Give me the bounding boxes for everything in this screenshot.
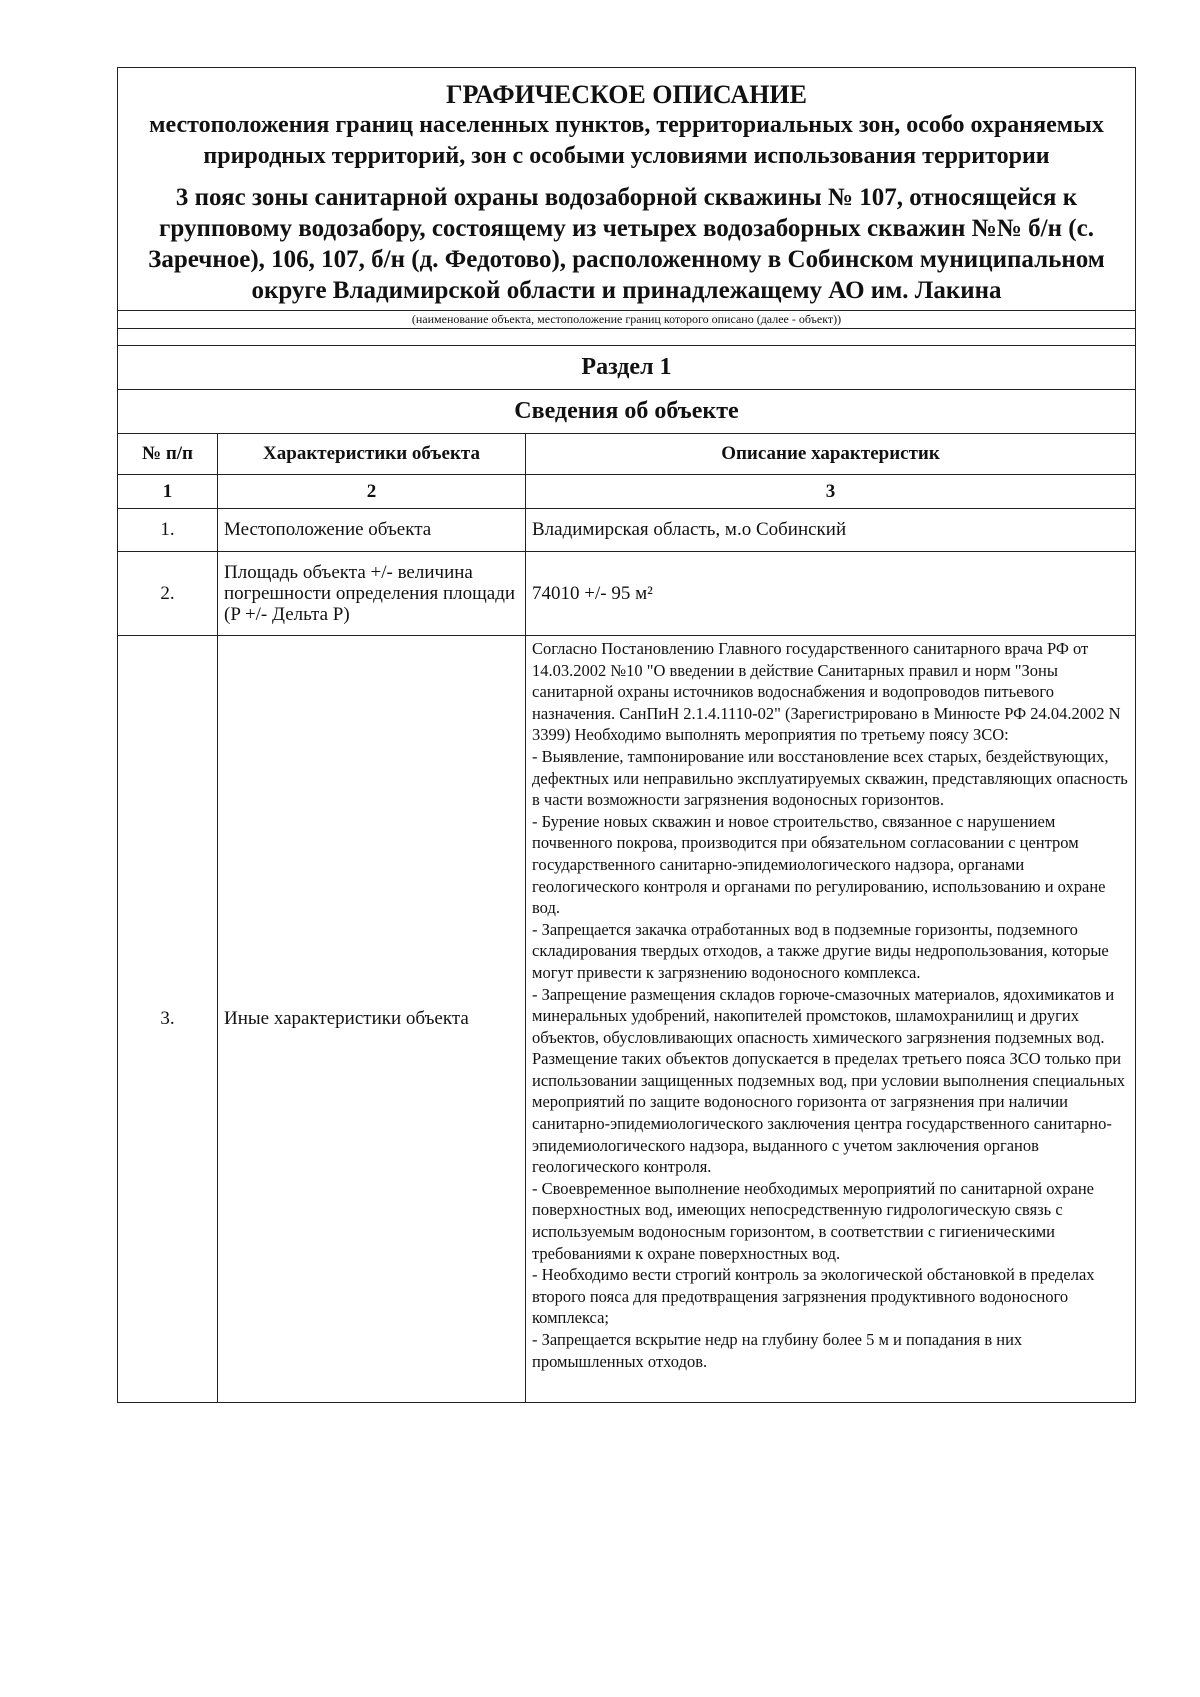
column-number-1: 1 <box>118 475 218 509</box>
object-name: 3 пояс зоны санитарной охраны водозаборной скважины № 107, относящейся к групповому водозабору, состоящему из четырех водозаборных скважин №№ б/н (с. Заречное), 106, 107, б/н (д. Федотово), расположенному в Собинском муниципальном округе Владимирской области и принадлежащему АО им. Лакина <box>148 184 1105 304</box>
object-info-table <box>118 433 1135 1402</box>
description-paragraph: - Запрещается закачка отработанных вод в подземные горизонты, подземного складирования твердых отходов, а также другие виды недропользования, которые могут привести к загрязнению водоносного комплекса. <box>532 919 1109 982</box>
description-paragraph: - Выявление, тампонирование или восстановление всех старых, бездействующих, дефектных или неправильно эксплуатируемых скважин, представляющих опасность в части возможности загрязнения водоносных горизонтов. <box>532 746 1128 810</box>
spacer-row <box>118 328 1135 345</box>
description-paragraph: - Запрещается вскрытие недр на глубину более 5 м и попадания в них промышленных отходов. <box>532 1330 1023 1371</box>
row-characteristic: Площадь объекта +/- величина погрешности определения площади (P +/- Дельта P) <box>218 552 526 636</box>
section-number: Раздел 1 <box>118 345 1135 389</box>
table-row <box>118 636 1135 1403</box>
table-row <box>118 509 1135 552</box>
description-paragraph: - Необходимо вести строгий контроль за экологической обстановкой в пределах второго пояса для предотвращения загрязнения продуктивного водоносного комплекса; <box>532 1265 1095 1328</box>
row-description: 74010 +/- 95 м² <box>526 552 1136 636</box>
table-row <box>118 552 1135 636</box>
document-header <box>118 68 1135 310</box>
document-title: ГРАФИЧЕСКОЕ ОПИСАНИЕ <box>446 80 807 109</box>
section-title: Сведения об объекте <box>118 389 1135 433</box>
row-number: 1. <box>118 509 218 552</box>
column-numbers-row <box>118 475 1135 509</box>
column-header-characteristic: Характеристики объекта <box>218 434 526 475</box>
object-name-caption: (наименование объекта, местоположение границ которого описано (далее - объект)) <box>118 310 1135 328</box>
column-header-number: № п/п <box>118 434 218 475</box>
description-paragraph: - Бурение новых скважин и новое строительство, связанное с нарушением почвенного покрова, производится при обязательном согласовании с центром государственного санитарно-эпидемиологического надзора, органами геологического контроля и органами по регулированию, использованию и охране вод. <box>532 811 1106 918</box>
document-sheet <box>117 67 1136 1403</box>
table-header-row <box>118 434 1135 475</box>
row-description: Владимирская область, м.о Собинский <box>526 509 1136 552</box>
document-subtitle: местоположения границ населенных пунктов, территориальных зон, особо охраняемых природных территорий, зон с особыми условиями использования территории <box>149 112 1104 169</box>
column-number-2: 2 <box>218 475 526 509</box>
column-number-3: 3 <box>526 475 1136 509</box>
row-characteristic: Местоположение объекта <box>218 509 526 552</box>
description-paragraph: - Запрещение размещения складов горюче-смазочных материалов, ядохимикатов и минеральных удобрений, накопителей промстоков, шламохранилищ и других объектов, обусловливающих опасность химического загрязнения подземных вод. Размещение таких объектов допускается в пределах третьего пояса ЗСО только при использовании защищенных подземных вод, при условии выполнения специальных мероприятий по защите водоносного горизонта от загрязнения при наличии санитарно-эпидемиологического заключения центра государственного санитарно-эпидемиологического надзора, выданного с учетом заключения органов геологического контроля. <box>532 984 1126 1177</box>
description-paragraph: Согласно Постановлению Главного государственного санитарного врача РФ от 14.03.2002 №10 "О введении в действие Санитарных правил и норм "Зоны санитарной охраны источников водоснабжения и водопроводов питьевого назначения. СанПиН 2.1.4.1110-02" (Зарегистрировано в Минюсте РФ 24.04.2002 N 3399) Необходимо выполнять мероприятия по третьему поясу ЗСО: <box>532 639 1121 745</box>
column-header-description: Описание характеристик <box>526 434 1136 475</box>
row-characteristic: Иные характеристики объекта <box>218 636 526 1403</box>
row-description <box>526 636 1136 1403</box>
row-number: 3. <box>118 636 218 1403</box>
description-paragraph: - Своевременное выполнение необходимых мероприятий по санитарной охране поверхностных вод, имеющих непосредственную гидрологическую связь с используемым водоносным горизонтом, в соответствии с гигиеническими требованиями к охране поверхностных вод. <box>532 1178 1095 1263</box>
row-number: 2. <box>118 552 218 636</box>
